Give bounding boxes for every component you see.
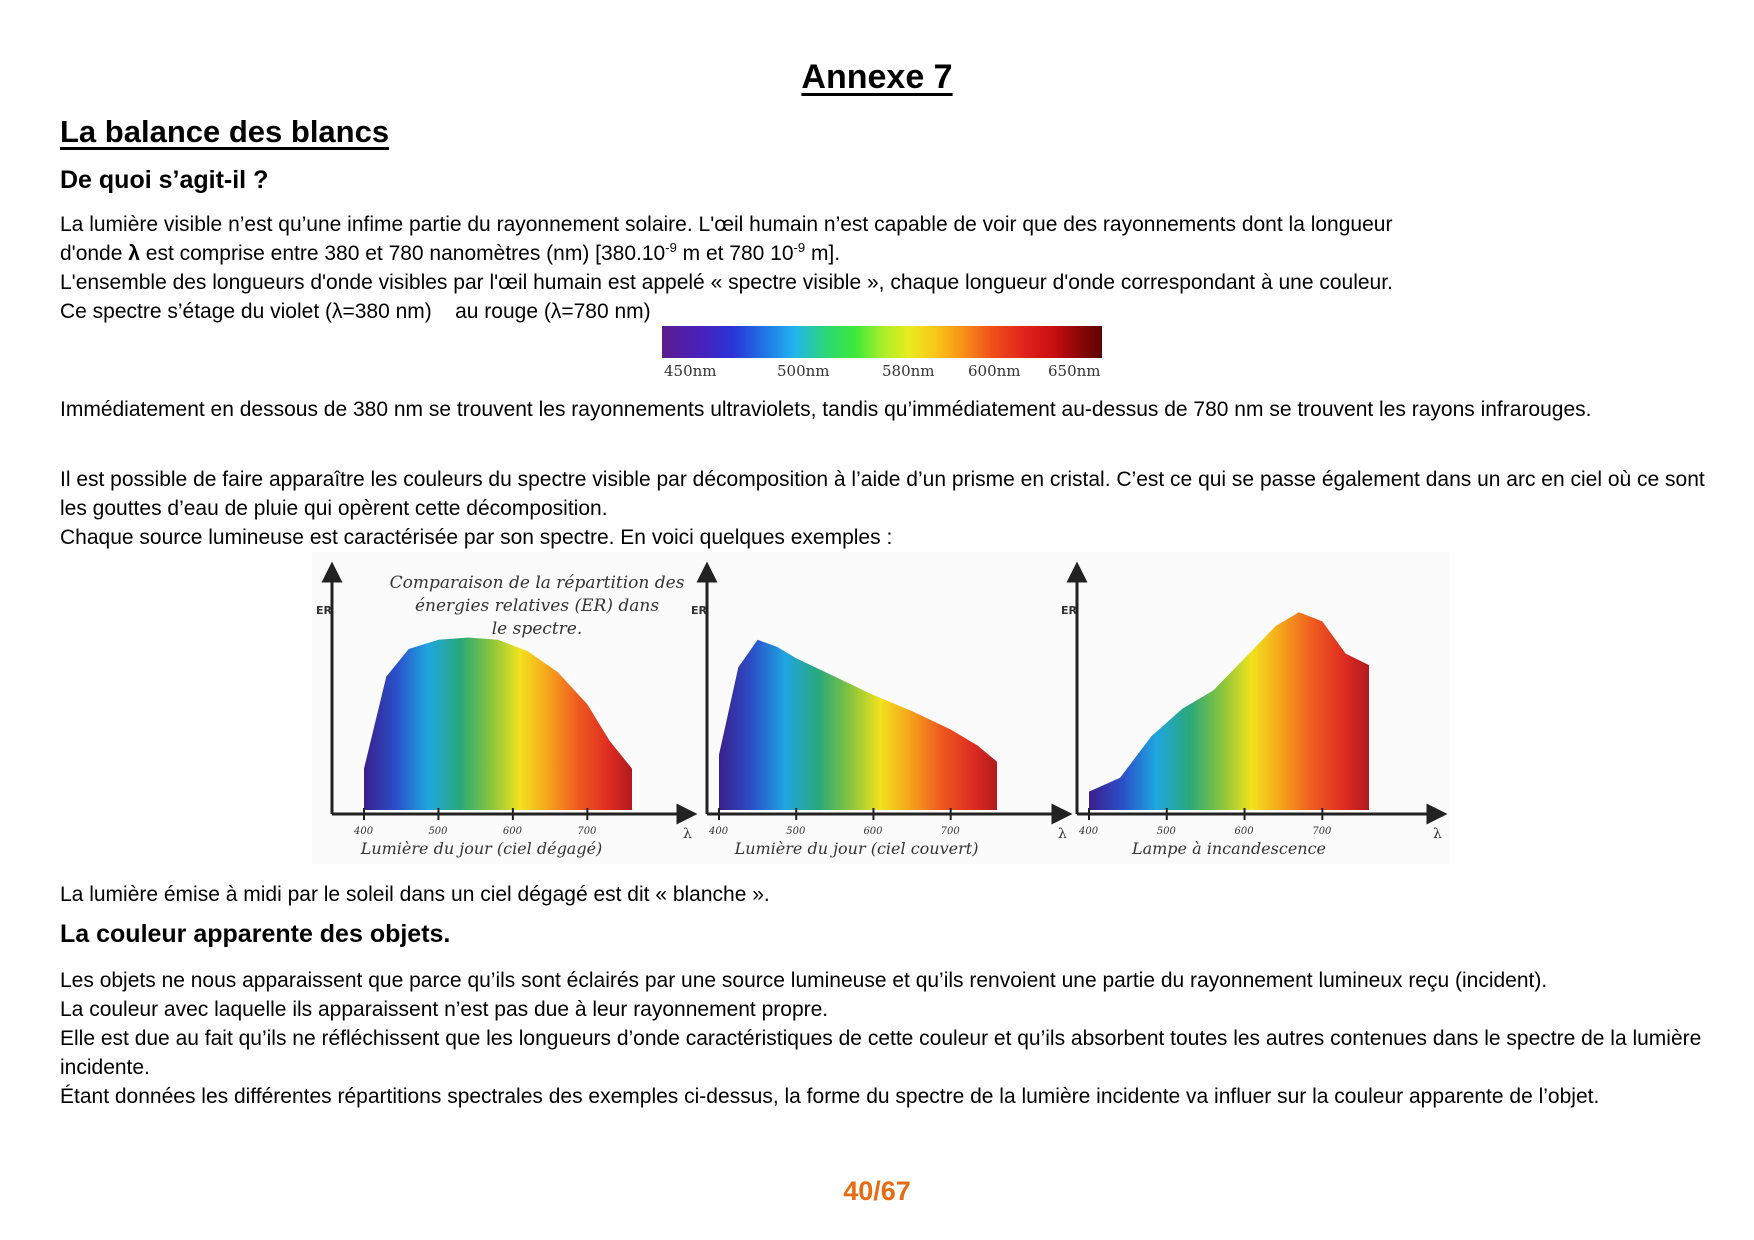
charts-svg [312, 552, 1450, 864]
paragraph-prism [60, 465, 1710, 552]
text-line: L'ensemble des longueurs d'onde visibles par l'œil humain est appelé « spectre visible », chaque longueur d'onde correspondant à une couleur. [60, 271, 1393, 294]
text-line: Chaque source lumineuse est caractérisée par son spectre. En voici quelques exemples : [60, 526, 893, 549]
subheading-definition: De quoi s’agit-il ? [60, 166, 269, 194]
section-heading: La balance des blancs [60, 114, 390, 149]
text-line: La lumière visible n’est qu’une infime partie du rayonnement solaire. L'œil humain n’est capable de voir que des rayonnements dont la longueur [60, 213, 1393, 236]
x-tick-label: 600 [502, 826, 522, 837]
x-tick-label: 400 [709, 826, 729, 837]
x-tick-label: 500 [428, 826, 448, 837]
text-fragment: m]. [805, 242, 841, 265]
y-axis-label: ER [691, 604, 707, 617]
spectrum-gradient [662, 326, 1102, 358]
x-tick-label: 700 [1312, 826, 1332, 837]
x-tick-label: 500 [786, 826, 806, 837]
spectral-distribution-charts [312, 552, 1450, 864]
y-axis-label: ER [1061, 604, 1077, 617]
spectrum-label: 650nm [1048, 362, 1101, 380]
text-line: La couleur avec laquelle ils apparaissent n’est pas due à leur rayonnement propre. [60, 998, 829, 1021]
spectrum-label: 450nm [664, 362, 717, 380]
chart-caption: Lumière du jour (ciel couvert) [734, 839, 979, 858]
chart-title-line: Comparaison de la répartition des [389, 573, 685, 593]
x-tick-label: 400 [354, 826, 374, 837]
spectrum-area-2 [719, 640, 997, 810]
y-axis-label: ER [316, 604, 332, 617]
spectrum-label: 580nm [882, 362, 935, 380]
spectrum-label: 600nm [968, 362, 1021, 380]
text-fragment: m et 780 10 [676, 242, 794, 265]
x-axis-label: λ [683, 826, 692, 842]
text-line: Les objets ne nous apparaissent que parce qu’ils sont éclairés par une source lumineuse et qu’ils renvoient une partie du rayonnement lumineux reçu (incident). [60, 969, 1548, 992]
text-fragment: est comprise entre 380 et 780 nanomètres (nm) [380.10 [139, 242, 666, 265]
subheading-apparent-color: La couleur apparente des objets. [60, 920, 451, 948]
text-line: Étant données les différentes répartitions spectrales des exemples ci-dessus, la forme du spectre de la lumière incidente va influer sur la couleur apparente de l’objet. [60, 1085, 1600, 1108]
x-tick-label: 600 [863, 826, 883, 837]
spectrum-area-1 [364, 638, 632, 811]
lambda-symbol: λ [128, 242, 140, 265]
chart-caption: Lumière du jour (ciel dégagé) [360, 839, 603, 858]
x-tick-label: 700 [940, 826, 960, 837]
chart-caption: Lampe à incandescence [1131, 839, 1327, 858]
paragraph-visible-light [60, 210, 1710, 326]
x-tick-label: 700 [577, 826, 597, 837]
x-tick-label: 400 [1079, 826, 1099, 837]
paragraph-uv-ir: Immédiatement en dessous de 380 nm se trouvent les rayonnements ultraviolets, tandis qu’immédiatement au-dessus de 780 nm se trouvent les rayons infrarouges. [60, 398, 1592, 421]
document-title: Annexe 7 [801, 58, 953, 96]
x-axis-label: λ [1058, 826, 1067, 842]
exponent: -9 [665, 240, 677, 255]
text-line: Elle est due au fait qu’ils ne réfléchissent que les longueurs d’onde caractéristiques de cette couleur et qu’ils absorbent toutes les autres contenues dans le spectre de la lumière incidente. [60, 1027, 1702, 1079]
text-line: Ce spectre s’étage du violet (λ=380 nm) au rouge (λ=780 nm) [60, 300, 651, 323]
chart-title-line: le spectre. [491, 619, 583, 639]
visible-spectrum-bar [662, 326, 1102, 384]
text-fragment: d'onde [60, 242, 129, 265]
spectrum-area-3 [1089, 612, 1369, 810]
exponent: -9 [793, 240, 806, 255]
paragraph-white-light: La lumière émise à midi par le soleil dans un ciel dégagé est dit « blanche ». [60, 883, 770, 906]
text-line: Il est possible de faire apparaître les couleurs du spectre visible par décomposition à l’aide d’un prisme en cristal. C’est ce qui se passe également dans un arc en ciel où ce sont les gouttes d’eau de pluie qui opèrent cette décomposition. [60, 468, 1705, 520]
chart-title-line: énergies relatives (ER) dans [414, 596, 660, 616]
x-tick-label: 500 [1156, 826, 1176, 837]
x-axis-label: λ [1433, 826, 1442, 842]
page-number: 40/67 [843, 1176, 911, 1206]
paragraph-object-color [60, 966, 1710, 1111]
x-tick-label: 600 [1234, 826, 1254, 837]
spectrum-label: 500nm [777, 362, 830, 380]
